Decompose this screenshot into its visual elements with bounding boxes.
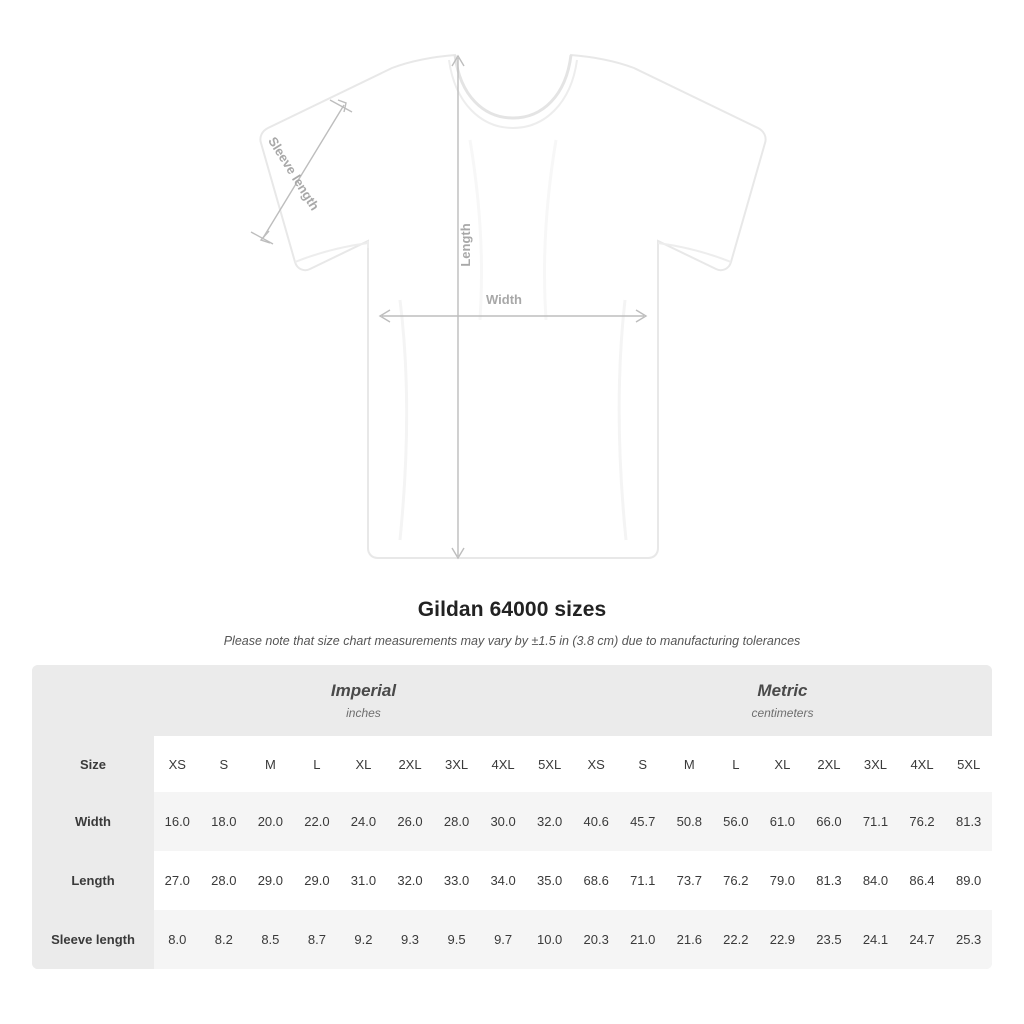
unit-name-metric: Metric [757,681,808,700]
cell-width-metric-xs: 40.6 [573,792,620,851]
cell-length-imperial-4xl: 34.0 [480,851,527,910]
cell-width-imperial-4xl: 30.0 [480,792,527,851]
cell-length-metric-l: 76.2 [713,851,760,910]
cell-width-metric-xl: 61.0 [759,792,806,851]
cell-sleeve-metric-5xl: 25.3 [945,910,992,969]
cell-width-imperial-m: 20.0 [247,792,294,851]
size-header-imperial-xs: XS [154,736,201,792]
cell-sleeve-imperial-3xl: 9.5 [433,910,480,969]
cell-width-metric-m: 50.8 [666,792,713,851]
cell-sleeve-imperial-l: 8.7 [294,910,341,969]
size-header-metric-xs: XS [573,736,620,792]
cell-length-metric-5xl: 89.0 [945,851,992,910]
cell-length-metric-2xl: 81.3 [806,851,853,910]
cell-length-imperial-m: 29.0 [247,851,294,910]
cell-sleeve-metric-l: 22.2 [713,910,760,969]
cell-length-imperial-l: 29.0 [294,851,341,910]
size-header-metric-l: L [713,736,760,792]
cell-sleeve-imperial-2xl: 9.3 [387,910,434,969]
size-header-row [32,736,992,792]
size-table-wrapper [32,665,992,969]
size-table [32,665,992,969]
cell-width-imperial-xs: 16.0 [154,792,201,851]
unit-header-metric [573,665,992,736]
table-row [32,851,992,910]
cell-length-imperial-xs: 27.0 [154,851,201,910]
width-label: Width [486,292,522,307]
cell-length-metric-3xl: 84.0 [852,851,899,910]
size-header-metric-4xl: 4XL [899,736,946,792]
unit-header-imperial [154,665,573,736]
table-row [32,910,992,969]
cell-sleeve-imperial-xs: 8.0 [154,910,201,969]
size-header-imperial-l: L [294,736,341,792]
size-header-metric-2xl: 2XL [806,736,853,792]
row-label-width: Width [32,792,154,851]
cell-length-imperial-5xl: 35.0 [526,851,573,910]
unit-sub-imperial: inches [346,706,381,720]
size-header-metric-m: M [666,736,713,792]
size-header-imperial-xl: XL [340,736,387,792]
cell-width-metric-2xl: 66.0 [806,792,853,851]
cell-sleeve-imperial-m: 8.5 [247,910,294,969]
size-header-imperial-m: M [247,736,294,792]
cell-width-metric-l: 56.0 [713,792,760,851]
size-header-imperial-5xl: 5XL [526,736,573,792]
table-row [32,792,992,851]
length-label: Length [458,223,473,267]
cell-sleeve-imperial-5xl: 10.0 [526,910,573,969]
size-header-imperial-s: S [201,736,248,792]
measurement-note: Please note that size chart measurements may vary by ±1.5 in (3.8 cm) due to manufacturing tolerances [223,634,801,648]
cell-length-imperial-3xl: 33.0 [433,851,480,910]
cell-length-metric-xl: 79.0 [759,851,806,910]
cell-length-imperial-xl: 31.0 [340,851,387,910]
cell-sleeve-metric-2xl: 23.5 [806,910,853,969]
cell-length-metric-s: 71.1 [619,851,666,910]
cell-sleeve-metric-s: 21.0 [619,910,666,969]
cell-sleeve-imperial-s: 8.2 [201,910,248,969]
cell-width-metric-s: 45.7 [619,792,666,851]
cell-width-imperial-3xl: 28.0 [433,792,480,851]
cell-sleeve-metric-4xl: 24.7 [899,910,946,969]
sleeve-length-label: Sleeve length [265,134,323,214]
size-header-label: Size [32,736,154,792]
unit-header-spacer [32,665,154,736]
unit-header-row [32,665,992,736]
cell-length-metric-xs: 68.6 [573,851,620,910]
row-label-length: Length [32,851,154,910]
size-header-metric-5xl: 5XL [945,736,992,792]
size-header-metric-3xl: 3XL [852,736,899,792]
size-header-metric-s: S [619,736,666,792]
unit-sub-metric: centimeters [751,706,814,720]
cell-width-imperial-2xl: 26.0 [387,792,434,851]
cell-width-metric-4xl: 76.2 [899,792,946,851]
cell-sleeve-imperial-4xl: 9.7 [480,910,527,969]
size-header-imperial-2xl: 2XL [387,736,434,792]
size-header-imperial-3xl: 3XL [433,736,480,792]
row-label-sleeve-length: Sleeve length [32,910,154,969]
cell-length-imperial-s: 28.0 [201,851,248,910]
cell-width-metric-5xl: 81.3 [945,792,992,851]
cell-width-imperial-5xl: 32.0 [526,792,573,851]
cell-width-imperial-xl: 24.0 [340,792,387,851]
cell-sleeve-metric-xl: 22.9 [759,910,806,969]
cell-length-metric-m: 73.7 [666,851,713,910]
cell-sleeve-metric-m: 21.6 [666,910,713,969]
chart-heading [0,598,1024,648]
size-header-metric-xl: XL [759,736,806,792]
size-header-imperial-4xl: 4XL [480,736,527,792]
cell-length-metric-4xl: 86.4 [899,851,946,910]
cell-width-imperial-s: 18.0 [201,792,248,851]
unit-name-imperial: Imperial [330,681,397,700]
cell-length-imperial-2xl: 32.0 [387,851,434,910]
cell-width-metric-3xl: 71.1 [852,792,899,851]
cell-sleeve-metric-3xl: 24.1 [852,910,899,969]
cell-sleeve-imperial-xl: 9.2 [340,910,387,969]
cell-sleeve-metric-xs: 20.3 [573,910,620,969]
page-title: Gildan 64000 sizes [417,598,607,621]
cell-width-imperial-l: 22.0 [294,792,341,851]
